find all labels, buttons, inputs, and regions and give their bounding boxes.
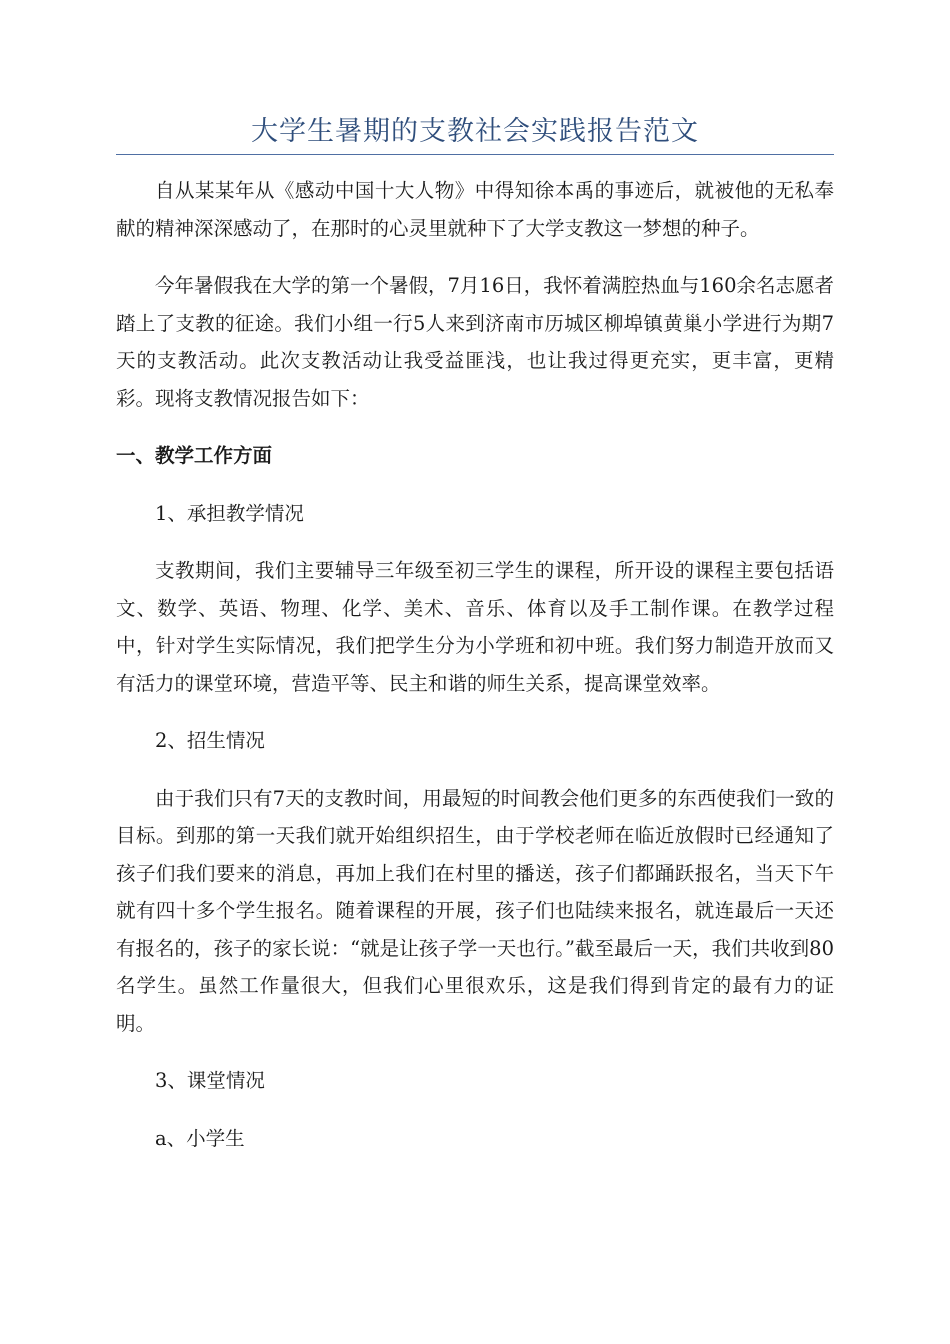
intro-paragraph: 自从某某年从《感动中国十大人物》中得知徐本禹的事迹后，就被他的无私奉献的精神深深感动了，在那时的心灵里就种下了大学支教这一梦想的种子。 (116, 179, 834, 240)
subheading-classroom: 3、课堂情况 (155, 1069, 265, 1092)
summer-paragraph: 今年暑假我在大学的第一个暑假，7月16日，我怀着满腔热血与160余名志愿者踏上了支教的征途。我们小组一行5人来到济南市历城区柳埠镇黄巢小学进行为期7天的支教活动。此次支教活动让我受益匪浅，也让我过得更充实，更丰富，更精彩。现将支教情况报告如下： (116, 274, 834, 410)
enrollment-paragraph: 由于我们只有7天的支教时间，用最短的时间教会他们更多的东西使我们一致的目标。到那的第一天我们就开始组织招生，由于学校老师在临近放假时已经通知了孩子们我们要来的消息，再加上我们在村里的播送，孩子们都踊跃报名，当天下午就有四十多个学生报名。随着课程的开展，孩子们也陆续来报名，就连最后一天还有报名的，孩子的家长说：“就是让孩子学一天也行。”截至最后一天，我们共收到80名学生。虽然工作量很大，但我们心里很欢乐，这是我们得到肯定的最有力的证明。 (116, 786, 834, 1035)
document-title: 大学生暑期的支教社会实践报告范文 (251, 116, 699, 147)
title-underline (116, 154, 834, 155)
section-heading-teaching: 一、教学工作方面 (116, 444, 273, 467)
subheading-teaching-load: 1、承担教学情况 (155, 501, 304, 525)
teaching-load-paragraph: 支教期间，我们主要辅导三年级至初三学生的课程，所开设的课程主要包括语文、数学、英语、物理、化学、美术、音乐、体育以及手工制作课。在教学过程中，针对学生实际情况，我们把学生分为小学班和初中班。我们努力制造开放而又有活力的课堂环境，营造平等、民主和谐的师生关系，提高课堂效率。 (116, 559, 834, 695)
subheading-primary-students: a、小学生 (155, 1126, 245, 1150)
document-body (116, 172, 834, 1157)
subheading-enrollment: 2、招生情况 (155, 729, 265, 752)
